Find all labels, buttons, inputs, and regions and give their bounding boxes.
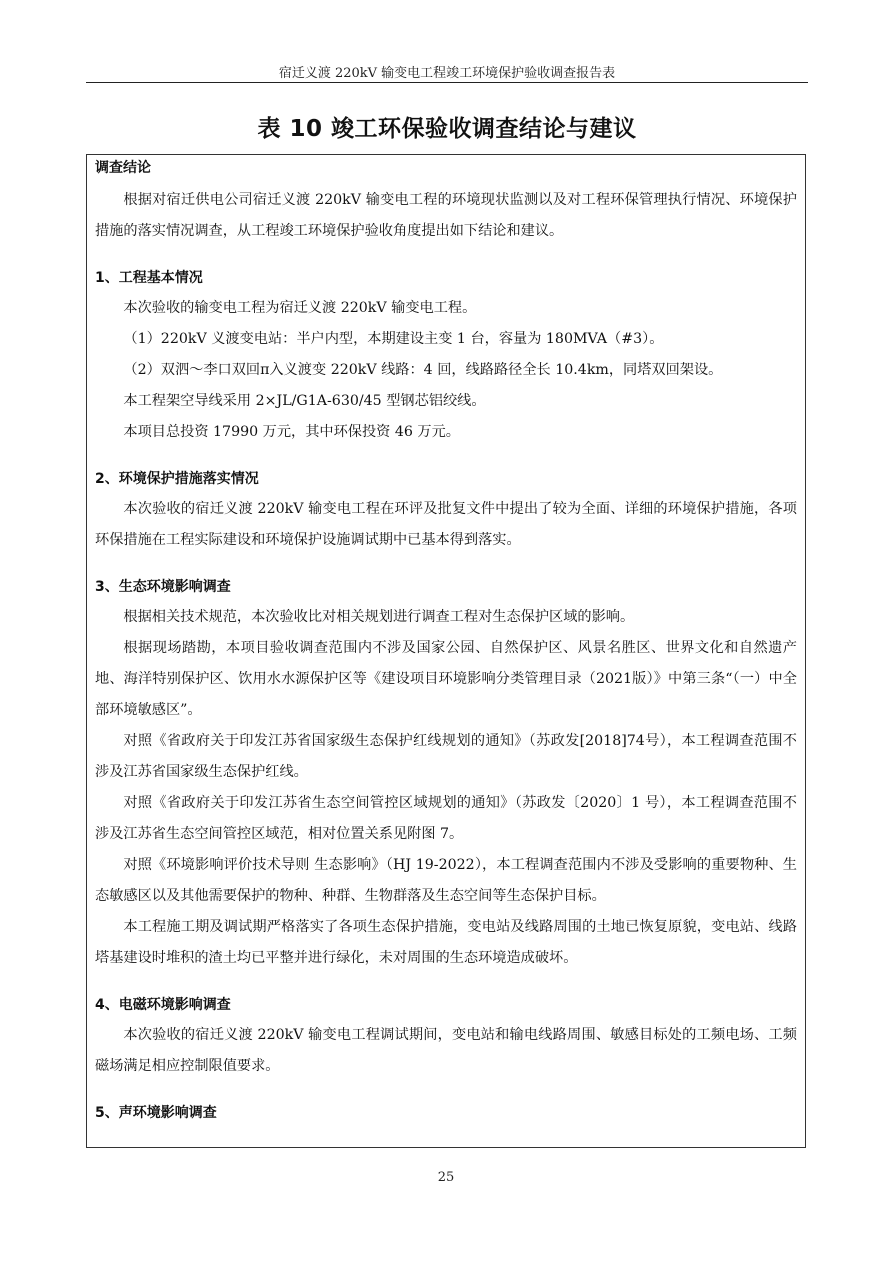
section-heading: 2、环境保护措施落实情况: [95, 471, 259, 487]
section-paragraph: （1）220kV 义渡变电站：半户内型，本期建设主变 1 台，容量为 180MVA（#3）。: [123, 331, 664, 347]
section-heading: 1、工程基本情况: [95, 270, 203, 286]
section-paragraph: 本次验收的宿迁义渡 220kV 输变电工程调试期间，变电站和输电线路周围、敏感目标处的工频电场、工频磁场满足相应控制限值要求。: [95, 1027, 797, 1074]
section-paragraph: 对照《省政府关于印发江苏省国家级生态保护红线规划的通知》（苏政发[2018]74号），本工程调查范围不涉及江苏省国家级生态保护红线。: [95, 733, 797, 780]
section-heading: 4、电磁环境影响调查: [95, 997, 231, 1013]
section-heading: 3、生态环境影响调查: [95, 579, 231, 595]
box-heading: 调查结论: [95, 160, 151, 176]
intro-paragraph: 根据对宿迁供电公司宿迁义渡 220kV 输变电工程的环境现状监测以及对工程环保管理执行情况、环境保护措施的落实情况调查，从工程竣工环境保护验收角度提出如下结论和建议。: [95, 192, 797, 239]
page-title: 表 10 竣工环保验收调查结论与建议: [257, 116, 637, 142]
section-paragraph: 根据相关技术规范，本次验收比对相关规划进行调查工程对生态保护区域的影响。: [123, 609, 635, 625]
conclusion-content: [95, 157, 797, 1124]
header-rule: [86, 82, 808, 83]
section-paragraph: 本项目总投资 17990 万元，其中环保投资 46 万元。: [123, 424, 460, 440]
page-header: 宿迁义渡 220kV 输变电工程竣工环境保护验收调查报告表: [278, 66, 616, 81]
section-paragraph: （2）双泗～李口双回π入义渡变 220kV 线路：4 回，线路路径全长 10.4km，同塔双回架设。: [123, 362, 723, 378]
section-paragraph: 本次验收的宿迁义渡 220kV 输变电工程在环评及批复文件中提出了较为全面、详细的环境保护措施，各项环保措施在工程实际建设和环境保护设施调试期中已基本得到落实。: [95, 501, 797, 548]
section-paragraph: 对照《环境影响评价技术导则 生态影响》（HJ 19-2022），本工程调查范围内不涉及受影响的重要物种、生态敏感区以及其他需要保护的物种、种群、生物群落及生态空间等生态保护目标。: [95, 857, 797, 904]
section-paragraph: 本次验收的输变电工程为宿迁义渡 220kV 输变电工程。: [123, 300, 477, 316]
page-number: 25: [437, 1170, 455, 1185]
conclusion-table-box: [86, 154, 806, 1148]
section-paragraph: 本工程施工期及调试期严格落实了各项生态保护措施，变电站及线路周围的土地已恢复原貌，变电站、线路塔基建设时堆积的渣土均已平整并进行绿化，未对周围的生态环境造成破坏。: [95, 919, 797, 966]
section-paragraph: 本工程架空导线采用 2×JL/G1A-630/45 型钢芯铝绞线。: [123, 393, 486, 409]
section-heading: 5、声环境影响调查: [95, 1105, 217, 1121]
section-paragraph: 根据现场踏勘，本项目验收调查范围内不涉及国家公园、自然保护区、风景名胜区、世界文化和自然遗产地、海洋特别保护区、饮用水水源保护区等《建设项目环境影响分类管理目录（2021版）》中第三条“（一）中全部环境敏感区”。: [95, 640, 797, 718]
section-paragraph: 对照《省政府关于印发江苏省生态空间管控区域规划的通知》（苏政发〔2020〕1 号），本工程调查范围不涉及江苏省生态空间管控区域范，相对位置关系见附图 7。: [95, 795, 797, 842]
